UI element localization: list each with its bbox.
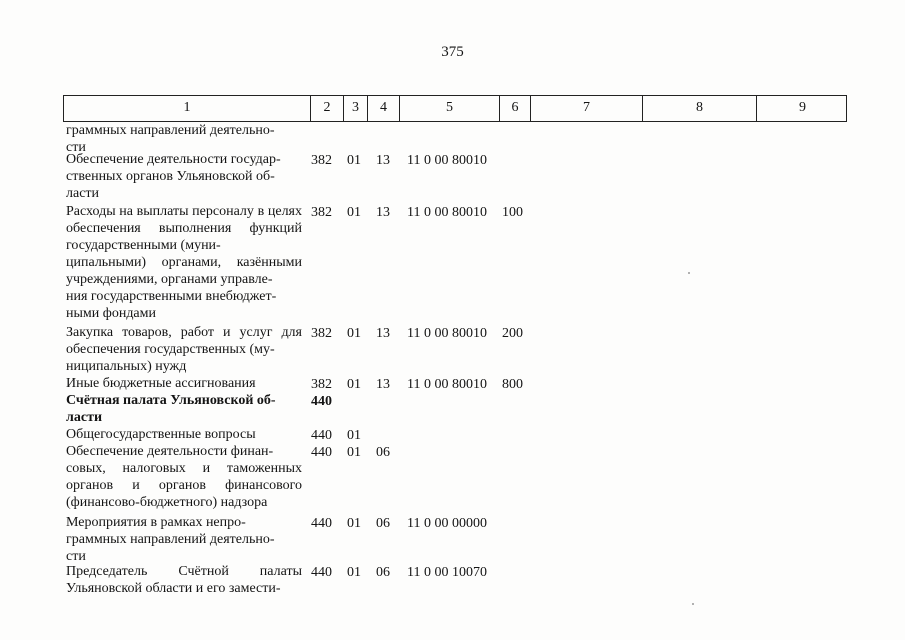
row-c5: 11 0 00 80010 xyxy=(407,326,487,341)
row-c6: 100 xyxy=(502,205,523,220)
row-c2: 440 xyxy=(311,445,332,460)
row-c4: 13 xyxy=(376,153,390,168)
scan-speck xyxy=(692,603,694,605)
row-c2: 440 xyxy=(311,565,332,580)
row-c4: 13 xyxy=(376,205,390,220)
row-c2: 382 xyxy=(311,205,332,220)
header-col-1: 1 xyxy=(183,100,191,115)
row-name: граммных направлений деятельно- сти xyxy=(66,123,275,155)
row-name: Председатель Счётной палаты Ульяновской области и его замести- xyxy=(66,564,302,596)
row-name: Общегосударственные вопросы xyxy=(66,427,256,442)
row-c6: 800 xyxy=(502,377,523,392)
row-name: Расходы на выплаты персоналу в целях обеспечения выполнения функций государственными (муни- ципальными) органами, казёнными учреждениями, органами управле- ния государственными внебюджет- ными фондами xyxy=(66,204,302,321)
header-col-2: 2 xyxy=(310,96,343,121)
header-col-9: 9 xyxy=(756,96,848,121)
row-c4: 06 xyxy=(376,565,390,580)
row-c4: 13 xyxy=(376,377,390,392)
page-number: 375 xyxy=(441,44,464,60)
row-c2: 382 xyxy=(311,326,332,341)
row-c3: 01 xyxy=(347,205,361,220)
header-col-3: 3 xyxy=(343,96,367,121)
row-c2: 440 xyxy=(311,516,332,531)
row-name: Обеспечение деятельности финан- совых, налоговых и таможенных органов и органов финансового (финансово-бюджетного) надзора xyxy=(66,444,302,510)
row-c3: 01 xyxy=(347,445,361,460)
row-name: Счётная палата Ульяновской об- ласти xyxy=(66,393,276,425)
row-c3: 01 xyxy=(347,326,361,341)
row-c3: 01 xyxy=(347,428,361,443)
row-c2: 382 xyxy=(311,377,332,392)
scan-speck xyxy=(688,272,690,274)
row-name: Закупка товаров, работ и услуг для обеспечения государственных (му- ниципальных) нужд xyxy=(66,325,302,374)
row-c3: 01 xyxy=(347,565,361,580)
row-c4: 06 xyxy=(376,516,390,531)
row-name: Обеспечение деятельности государ- ственных органов Ульяновской об- ласти xyxy=(66,152,281,201)
row-c5: 11 0 00 80010 xyxy=(407,205,487,220)
header-col-5: 5 xyxy=(399,96,499,121)
header-col-8: 8 xyxy=(642,96,756,121)
row-c3: 01 xyxy=(347,153,361,168)
row-c6: 200 xyxy=(502,326,523,341)
row-c5: 11 0 00 80010 xyxy=(407,153,487,168)
header-col-7: 7 xyxy=(530,96,642,121)
row-c5: 11 0 00 10070 xyxy=(407,565,487,580)
header-col-6: 6 xyxy=(499,96,530,121)
row-name: Иные бюджетные ассигнования xyxy=(66,376,256,391)
row-c2: 382 xyxy=(311,153,332,168)
header-col-4: 4 xyxy=(367,96,399,121)
row-c2: 440 xyxy=(311,428,332,443)
row-c3: 01 xyxy=(347,377,361,392)
table-header xyxy=(63,95,847,122)
row-c3: 01 xyxy=(347,516,361,531)
row-c5: 11 0 00 80010 xyxy=(407,377,487,392)
row-name: Мероприятия в рамках непро- граммных направлений деятельно- сти xyxy=(66,515,275,564)
row-c4: 13 xyxy=(376,326,390,341)
row-c4: 06 xyxy=(376,445,390,460)
row-c5: 11 0 00 00000 xyxy=(407,516,487,531)
row-c2: 440 xyxy=(311,394,332,409)
